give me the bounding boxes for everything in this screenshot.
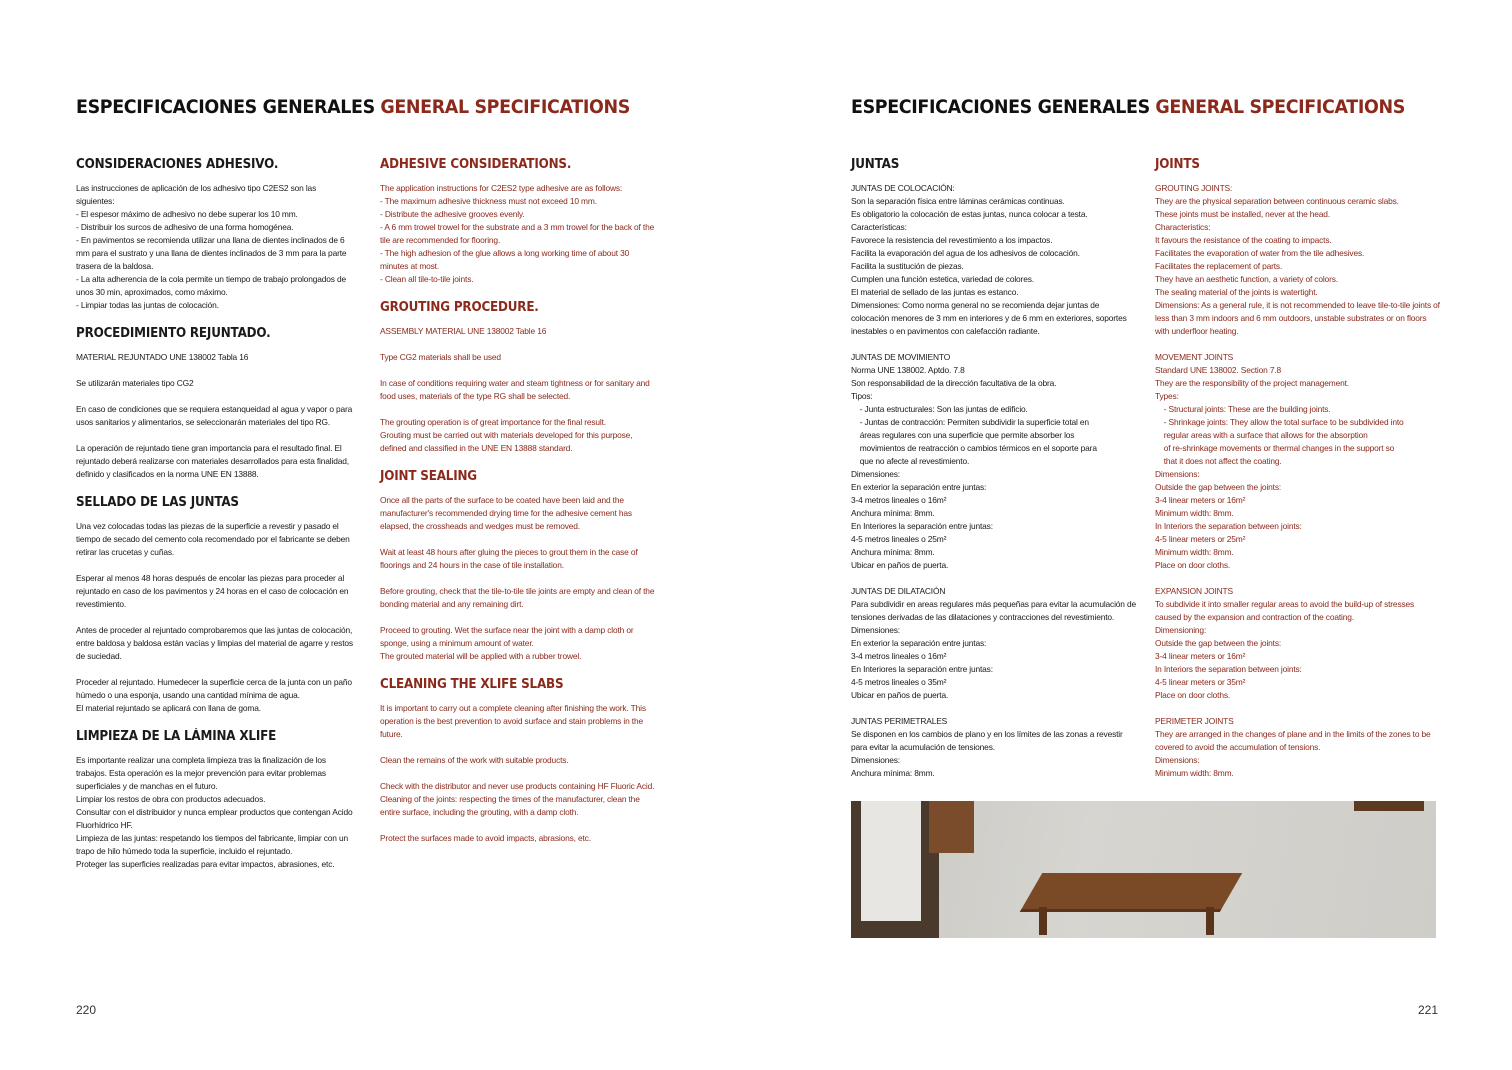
body-paragraph: Before grouting, check that the tile-to-tile tile joints are empty and clean of the bonding material and any remaining dirt. bbox=[380, 586, 657, 609]
body-paragraph: Wait at least 48 hours after gluing the pieces to grout them in the case of floorings and 24 hours in the case of tile installation. bbox=[380, 547, 640, 570]
photo-wood-box bbox=[929, 801, 974, 853]
body-paragraph: La operación de rejuntado tiene gran importancia para el resultado final. El rejuntado deberá realizarse con materiales desarrollados para esta finalidad, definido y clasificados en la norma UNE EN 13888. bbox=[76, 443, 352, 479]
section-heading: JOINTS bbox=[1155, 157, 1200, 172]
body-paragraph: It is important to carry out a complete cleaning after finishing the work. This operation is the best prevention to avoid surface and stain problems in the future. bbox=[380, 703, 649, 739]
right-page-title bbox=[851, 96, 1405, 118]
section-heading: LIMPIEZA DE LA LÁMINA XLIFE bbox=[76, 729, 277, 744]
body-paragraph: MOVEMENT JOINTS Standard UNE 138002. Section 7.8 They are the responsibility of the project management. Types: - Structural joints: These are the building joints. - Shrinkage joints: They allow the total surface to be subdivided into regular areas with a surface that allows for the absorption of re-shrinkage movements or thermal changes in the support so that it does not affect the coating. Dimensions: Outside the gap between the joints: 3-4 linear meters or 16m² Minimum width: 8mm. In Interiors the separation between joints: 4-5 linear meters or 25m² Minimum width: 8mm. Place on door cloths. bbox=[1155, 352, 1404, 570]
body-paragraph: In case of conditions requiring water and steam tightness or for sanitary and food uses, materials of the type RG shall be selected. bbox=[380, 378, 652, 401]
body-paragraph: Check with the distributor and never use products containing HF Fluoric Acid. Cleaning of the joints: respecting the times of the manufacturer, clean the entire surface, including the grouting, with a damp cloth. bbox=[380, 781, 655, 817]
body-paragraph: The application instructions for C2ES2 type adhesive are as follows: - The maximum adhesive thickness must not exceed 10 mm. - Distribute the adhesive grooves evenly. - A 6 mm trowel trowel for the substrate and a 3 mm trowel for the back of the tile are recommended for flooring. - The high adhesion of the glue allows a long working time of about 30 minutes at most. - Clean all tile-to-tile joints. bbox=[380, 183, 655, 284]
photo-bench-leg bbox=[1039, 907, 1047, 935]
section-heading: SELLADO DE LAS JUNTAS bbox=[76, 495, 239, 510]
photo-shelf bbox=[1354, 801, 1424, 811]
body-paragraph: EXPANSION JOINTS To subdivide it into smaller regular areas to avoid the build-up of stresses caused by the expansion and contraction of the coating. Dimensioning: Outside the gap between the joints: 3-4 linear meters or 16m² In Interiors the separation between joints: 4-5 linear meters or 35m² Place on door cloths. bbox=[1155, 586, 1415, 700]
right-title-en: GENERAL SPECIFICATIONS bbox=[1155, 96, 1405, 118]
body-paragraph: Once all the parts of the surface to be coated have been laid and the manufacturer's recommended drying time for the adhesive cement has elapsed, the crossheads and wedges must be removed. bbox=[380, 495, 635, 531]
left-title-en: GENERAL SPECIFICATIONS bbox=[380, 96, 630, 118]
photo-bench-leg bbox=[1206, 907, 1214, 935]
section-heading: PROCEDIMIENTO REJUNTADO. bbox=[76, 326, 271, 341]
photo-closet-inner bbox=[861, 801, 921, 921]
body-paragraph: Las instrucciones de aplicación de los adhesivo tipo C2ES2 son las siguientes: - El espesor máximo de adhesivo no debe superar los 10 mm. - Distribuir los surcos de adhesivo de una forma homogénea. - En pavimentos se recomienda utilizar una llana de dientes inclinados de 6 mm para el sustrato y una llana de dientes inclinados de 3 mm para la parte trasera de la baldosa. - La alta adherencia de la cola permite un tiempo de trabajo prolongados de unos 30 min, aproximados, como máximo. - Limpiar todas las juntas de colocación. bbox=[76, 183, 347, 310]
left-es-column bbox=[76, 156, 354, 884]
right-es-column bbox=[851, 156, 1136, 793]
left-en-column bbox=[380, 156, 658, 858]
body-paragraph: MATERIAL REJUNTADO UNE 138002 Tabla 16 bbox=[76, 352, 249, 362]
left-page-number: 220 bbox=[76, 1003, 97, 1017]
body-paragraph: Es importante realizar una completa limpieza tras la finalización de los trabajos. Esta operación es la mejor prevención para evitar problemas superficiales y de manchas en el futuro. Limpiar los restos de obra con productos adecuados. Consultar con el distribuidor y nunca emplear productos que contengan Acido Fluorhídrico HF. Limpieza de las juntas: respetando los tiempos del fabricante, limpiar con un trapo de hilo húmedo toda la superficie, incluido el rejuntado. Proteger las superficies realizadas para evitar impactos, abrasiones, etc. bbox=[76, 755, 353, 869]
body-paragraph: Antes de proceder al rejuntado comprobaremos que las juntas de colocación, entre baldosa y baldosa están vacías y limpias del material de agarre y restos de suciedad. bbox=[76, 625, 356, 661]
body-paragraph: GROUTING JOINTS: They are the physical separation between continuous ceramic slabs. These joints must be installed, never at the head. Characteristics: It favours the resistance of the coating to impacts. Facilitates the evaporation of water from the tile adhesives. Facilitates the replacement of parts. They have an aesthetic function, a variety of colors. The sealing material of the joints is watertight. Dimensions: As a general rule, it is not recommended to leave tile-to-tile joints of less than 3 mm indoors and 6 mm outdoors, unstable substrates or on floors with underfloor heating. bbox=[1155, 183, 1440, 336]
interior-bench-photo bbox=[851, 801, 1436, 938]
right-en-column bbox=[1155, 156, 1440, 793]
body-paragraph: JUNTAS PERIMETRALES Se disponen en los cambios de plano y en los límites de las zonas a revestir para evitar la acumulación de tensiones. Dimensiones: Anchura mínima: 8mm. bbox=[851, 716, 1123, 778]
section-heading: JUNTAS bbox=[851, 157, 900, 172]
body-paragraph: Clean the remains of the work with suitable products. bbox=[380, 755, 569, 765]
right-page-number: 221 bbox=[1418, 1003, 1439, 1017]
body-paragraph: Protect the surfaces made to avoid impacts, abrasions, etc. bbox=[380, 833, 591, 843]
section-heading: JOINT SEALING bbox=[380, 469, 477, 484]
body-paragraph: Una vez colocadas todas las piezas de la superficie a revestir y pasado el tiempo de secado del cemento cola recomendado por el fabricante se deben retirar las crucetas y cuñas. bbox=[76, 521, 352, 557]
left-title-es: ESPECIFICACIONES GENERALES bbox=[76, 96, 375, 118]
body-paragraph: JUNTAS DE DILATACIÓN Para subdividir en areas regulares más pequeñas para evitar la acumulación de tensiones derivadas de las dilataciones y contracciones del revestimiento. Dimensiones: En exterior la separación entre juntas: 3-4 metros lineales o 16m² En Interiores la separación entre juntas: 4-5 metros lineales o 35m² Ubicar en paños de puerta. bbox=[851, 586, 1137, 700]
right-title-es: ESPECIFICACIONES GENERALES bbox=[851, 96, 1150, 118]
section-heading: CLEANING THE XLIFE SLABS bbox=[380, 677, 564, 692]
section-heading: ADHESIVE CONSIDERATIONS. bbox=[380, 157, 572, 172]
body-paragraph: Proceed to grouting. Wet the surface near the joint with a damp cloth or sponge, using a minimum amount of water. The grouted material will be applied with a rubber trowel. bbox=[380, 625, 634, 661]
body-paragraph: JUNTAS DE COLOCACIÓN: Son la separación física entre láminas cerámicas continuas. Es obligatorio la colocación de estas juntas, nunca colocar a testa. Características: Favorece la resistencia del revestimiento a los impactos. Facilita la evaporación del agua de los adhesivos de colocación. Facilita la sustitución de piezas. Cumplen una función estetica, variedad de colores. El material de sellado de las juntas es estanco. Dimensiones: Como norma general no se recomienda dejar juntas de colocación menores de 3 mm en interiores y de 6 mm en exteriores, soportes inestables o en pavimentos con calefacción radiante. bbox=[851, 183, 1127, 336]
body-paragraph: Type CG2 materials shall be used bbox=[380, 352, 501, 362]
section-heading: GROUTING PROCEDURE. bbox=[380, 300, 539, 315]
left-page-title bbox=[76, 96, 630, 118]
body-paragraph: The grouting operation is of great importance for the final result. Grouting must be carried out with materials developed for this purpose, defined and classified in the UNE EN 13888 standard. bbox=[380, 417, 633, 453]
body-paragraph: ASSEMBLY MATERIAL UNE 138002 Table 16 bbox=[380, 326, 547, 336]
section-heading: CONSIDERACIONES ADHESIVO. bbox=[76, 157, 279, 172]
body-paragraph: Proceder al rejuntado. Humedecer la superficie cerca de la junta con un paño húmedo o una esponja, usando una cantidad mínima de agua. El material rejuntado se aplicará con llana de goma. bbox=[76, 677, 352, 713]
body-paragraph: Se utilizarán materiales tipo CG2 bbox=[76, 378, 194, 388]
body-paragraph: JUNTAS DE MOVIMIENTO Norma UNE 138002. Aptdo. 7.8 Son responsabilidad de la dirección facultativa de la obra. Tipos: - Junta estructurales: Son las juntas de edificio. - Juntas de contracción: Permiten subdividir la superficie total en áreas regulares con una superficie que permite absorber los movimientos de reatracción o cambios térmicos en el soporte para que no afecte al revestimiento. Dimensiones: En exterior la separación entre juntas: 3-4 metros lineales o 16m² Anchura mínima: 8mm. En Interiores la separación entre juntas: 4-5 metros lineales o 25m² Anchura mínima: 8mm. Ubicar en paños de puerta. bbox=[851, 352, 1097, 570]
body-paragraph: En caso de condiciones que se requiera estanqueidad al agua y vapor o para usos sanitarios y alimentarios, se seleccionarán materiales del tipo RG. bbox=[76, 404, 355, 427]
body-paragraph: Esperar al menos 48 horas después de encolar las piezas para proceder al rejuntado en caso de los pavimentos y 24 horas en el caso de colocación en revestimiento. bbox=[76, 573, 351, 609]
body-paragraph: PERIMETER JOINTS They are arranged in the changes of plane and in the limits of the zones to be covered to avoid the accumulation of tensions. Dimensions: Minimum width: 8mm. bbox=[1155, 716, 1431, 778]
